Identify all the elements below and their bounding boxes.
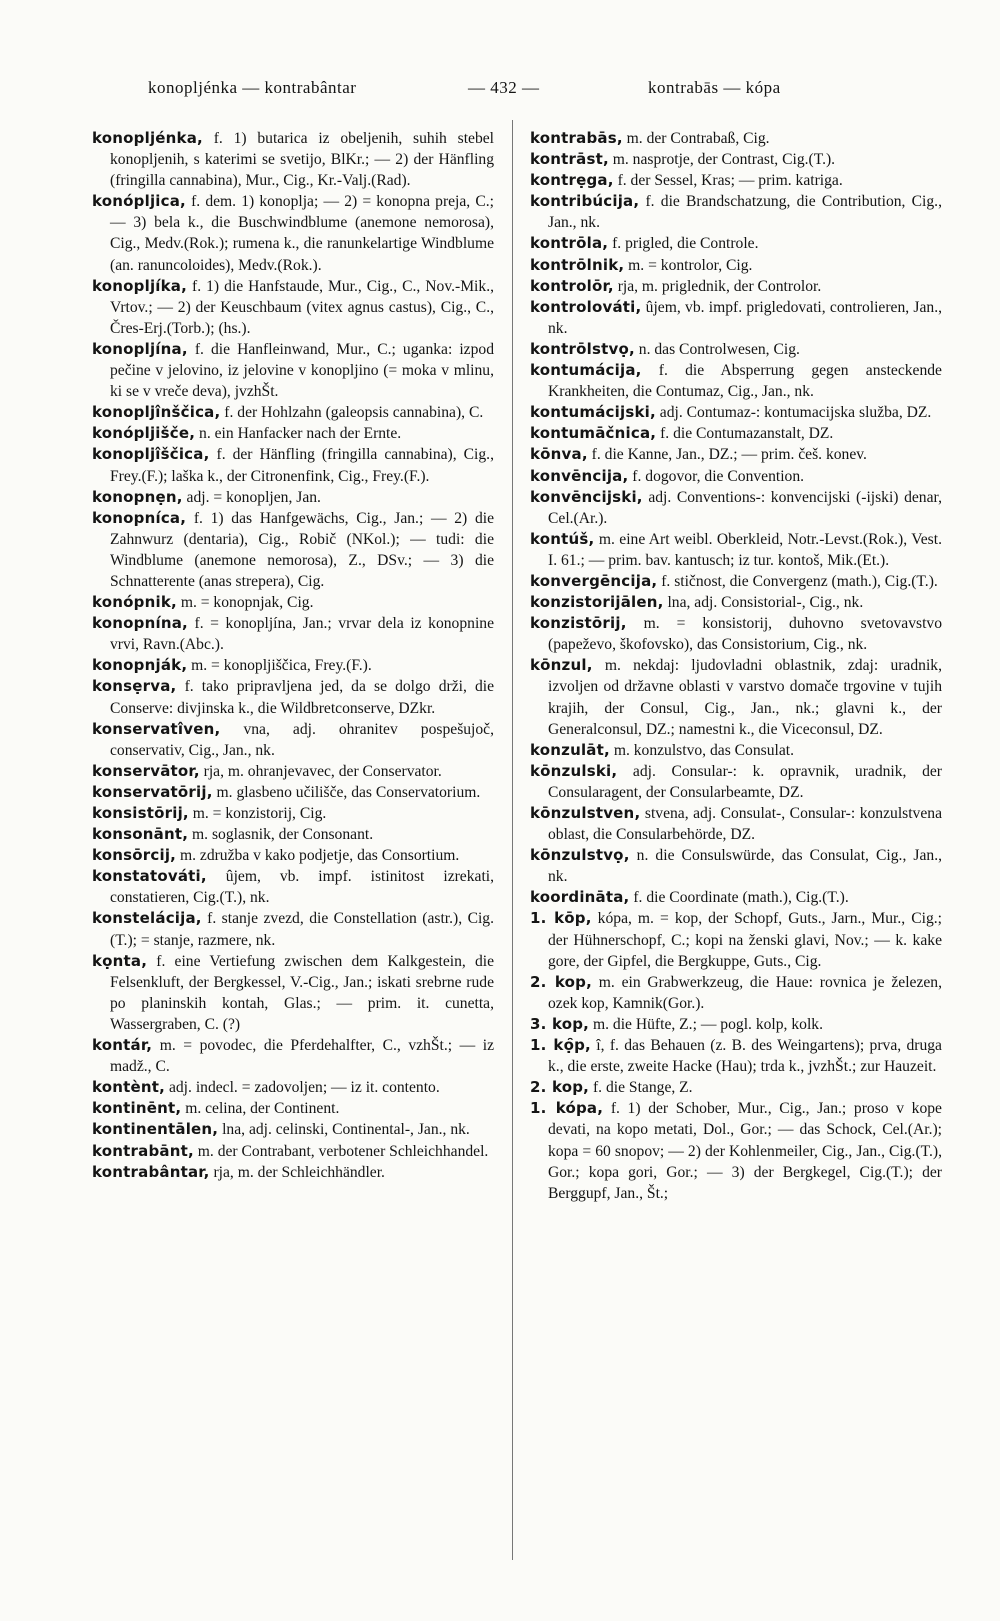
- dictionary-entry: [530, 908, 942, 971]
- left-column: [92, 128, 494, 1568]
- entry-definition: m. = povodec, die Pferdehalfter, C., vzhŠt.; — iz madž., C.: [110, 1037, 494, 1076]
- dictionary-entry: [92, 1098, 494, 1119]
- entry-definition: rja, m. der Schleichhändler.: [213, 1163, 385, 1181]
- dictionary-entry: [530, 170, 942, 191]
- entry-headword: 1. kōp,: [530, 909, 592, 928]
- dictionary-entry: [530, 1035, 942, 1077]
- entry-definition: lna, adj. Consistorial-, Cig., nk.: [667, 594, 864, 612]
- entry-definition: rja, m. ohranjevavec, der Conservator.: [203, 762, 442, 780]
- entry-headword: kontribúcija,: [530, 192, 640, 211]
- dictionary-entry: [530, 423, 942, 444]
- entry-headword: konstatováti,: [92, 867, 207, 886]
- page-header: [0, 78, 1000, 114]
- entry-headword: konópljišče,: [92, 424, 196, 443]
- entry-headword: kontrōla,: [530, 234, 609, 253]
- dictionary-entry: [92, 803, 494, 824]
- entry-definition: m. ein Grabwerkzeug, die Haue: rovnica je železen, ozek kop, Kamnik(Gor.).: [548, 973, 942, 1012]
- entry-definition: f. die Kanne, Jan., DZ.; — prim. češ. konev.: [591, 446, 867, 464]
- entry-headword: 1. kópa,: [530, 1099, 604, 1118]
- dictionary-entry: [92, 402, 494, 423]
- entry-headword: konservatōrij,: [92, 782, 213, 801]
- entry-definition: m. soglasnik, der Consonant.: [192, 826, 374, 844]
- entry-headword: konvēncija,: [530, 466, 629, 485]
- dictionary-entry: [530, 1098, 942, 1203]
- entry-definition: m. = kontrolor, Cig.: [628, 256, 753, 274]
- entry-definition: f. die Brandschatzung, die Contribution, Cig., Jan., nk.: [548, 193, 942, 232]
- entry-definition: f. stanje zvezd, die Constellation (astr.), Cig.(T.); = stanje, razmere, nk.: [110, 910, 494, 949]
- entry-definition: f. 1) butarica iz obeljenih, suhih stebel konopljenih, s katerimi se svetijo, BlKr.; — 2) der Hänfling (fringilla cannabina), Mur., Cig., Kr.-Valj.(Rad).: [110, 130, 494, 190]
- entry-headword: kontinentālen,: [92, 1120, 219, 1139]
- entry-definition: f. stičnost, die Convergenz (math.), Cig.(T.).: [661, 572, 938, 590]
- header-right-guide-words: kontrabās — kópa: [648, 78, 781, 97]
- entry-definition: f. 1) das Hanfgewächs, Cig., Jan.; — 2) die Zahnwurz (dentaria), Cig., Robič (NKol.); — tudi: die Windblume (anemone nemorosa), Z., DSv.; — 3) die Schnatterente (anas strepera), Cig.: [110, 509, 494, 590]
- dictionary-entry: [92, 655, 494, 676]
- dictionary-entry: [92, 191, 494, 275]
- entry-definition: m. celina, der Continent.: [185, 1100, 340, 1118]
- page-number: — 432 —: [468, 78, 540, 97]
- dictionary-entry: [530, 529, 942, 571]
- dictionary-entry: [92, 508, 494, 592]
- dictionary-entry: [530, 360, 942, 402]
- dictionary-entry: [530, 297, 942, 339]
- entry-definition: lna, adj. celinski, Continental-, Jan., nk.: [222, 1121, 470, 1139]
- entry-headword: kontrāst,: [530, 150, 609, 169]
- entry-definition: m. eine Art weibl. Oberkleid, Notr.-Levst.(Rok.), Vest. I. 61.; — prim. bav. kantusch; iz tur. kontoš, Mik.(Et.).: [548, 530, 942, 569]
- entry-definition: f. 1) die Hanfstaude, Mur., Cig., C., Nov.-Mik., Vrtov.; — 2) der Keuschbaum (vitex agnus castus), Cig., C., Čres-Erj.(Torb.); (hs.).: [110, 277, 494, 337]
- entry-definition: n. das Controlwesen, Cig.: [638, 340, 800, 358]
- dictionary-entry: [530, 276, 942, 297]
- entry-definition: m. nekdaj: ljudovladni oblastnik, zdaj: uradnik, izvoljen od državne oblasti v varstvo domače trgovine v tujih krajih, der Consul, Cig., Jan., nk.; glavni k., der Generalconsul, DZ.; namestni k., die Viceconsul, DZ.: [548, 657, 942, 738]
- dictionary-entry: [92, 613, 494, 655]
- entry-definition: f. der Hänfling (fringilla cannabina), Cig., Frey.(F.); laška k., der Citronenfink, Cig., Frey.(F.).: [110, 446, 494, 485]
- entry-definition: f. die Contumazanstalt, DZ.: [660, 425, 834, 443]
- dictionary-entry: [530, 1077, 942, 1098]
- entry-headword: kontumāčnica,: [530, 424, 657, 443]
- dictionary-entry: [92, 824, 494, 845]
- entry-headword: konópljica,: [92, 192, 186, 211]
- entry-definition: m. die Hüfte, Z.; — pogl. kolp, kolk.: [592, 1015, 823, 1033]
- entry-definition: adj. Consular-: k. opravnik, uradnik, der Consularagent, der Consularbeamte, DZ.: [548, 762, 942, 801]
- entry-definition: m. der Contrabant, verbotener Schleichhandel.: [197, 1142, 489, 1160]
- dictionary-entry: [530, 233, 942, 254]
- entry-headword: konopljîščica,: [92, 445, 210, 464]
- entry-definition: stvena, adj. Consulat-, Consular-: konzulstvena oblast, die Consularbehörde, DZ.: [548, 805, 942, 844]
- entry-headword: kōnzul,: [530, 656, 593, 675]
- column-divider: [512, 120, 513, 1560]
- entry-headword: kontár,: [92, 1036, 153, 1055]
- entry-headword: kontinēnt,: [92, 1099, 182, 1118]
- entry-definition: adj. Contumaz-: kontumacijska služba, DZ.: [659, 404, 932, 422]
- dictionary-entry: [530, 845, 942, 887]
- entry-definition: f. die Coordinate (math.), Cig.(T.).: [633, 889, 849, 907]
- entry-headword: kontrabānt,: [92, 1141, 194, 1160]
- entry-definition: m. = konsistorij, duhovno svetovavstvo (papeževo, škofovsko), das Consistorium, Cig., nk.: [548, 615, 942, 654]
- dictionary-entry: [92, 676, 494, 718]
- dictionary-entry: [92, 1141, 494, 1162]
- entry-definition: kópa, m. = kop, der Schopf, Guts., Jarn., Mur., Cig.; der Hühnerschopf, C.; kopi na ženski glavi, Nov.; — k. kake gore, der Gipfel, die Bergkuppe, Guts., Cig.: [548, 910, 942, 970]
- entry-definition: f. die Absperrung gegen ansteckende Krankheiten, die Contumaz, Cig., Jan., nk.: [548, 362, 942, 401]
- entry-definition: adj. Conventions-: konvencijski (-ijski) denar, Cel.(Ar.).: [548, 488, 942, 527]
- entry-headword: kontrolováti,: [530, 297, 642, 316]
- dictionary-entry: [92, 908, 494, 950]
- dictionary-entry: [530, 972, 942, 1014]
- dictionary-entry: [92, 719, 494, 761]
- entry-headword: kōnva,: [530, 445, 588, 464]
- dictionary-entry: [92, 339, 494, 402]
- entry-definition: î, f. das Behauen (z. B. des Weingartens); prva, druga k., die erste, zweite Hacke (Hau); trda k., jvzhŠt.; zur Hauzeit.: [548, 1037, 942, 1076]
- entry-definition: f. der Sessel, Kras; — prim. katriga.: [617, 172, 843, 190]
- entry-headword: 2. kop,: [530, 1078, 590, 1097]
- dictionary-entry: [530, 761, 942, 803]
- dictionary-entry: [530, 402, 942, 423]
- entry-headword: konopljénka,: [92, 129, 203, 147]
- entry-headword: 2. kop,: [530, 972, 592, 991]
- entry-definition: m. = konopnjak, Cig.: [180, 594, 314, 612]
- dictionary-entry: [92, 866, 494, 908]
- dictionary-entry: [530, 887, 942, 908]
- dictionary-entry: [530, 803, 942, 845]
- entry-definition: n. die Consulswürde, das Consulat, Cig., Jan., nk.: [548, 847, 942, 886]
- entry-definition: m. konzulstvo, das Consulat.: [613, 741, 795, 759]
- entry-headword: konopnẹn,: [92, 487, 183, 506]
- entry-headword: konópnik,: [92, 593, 177, 612]
- dictionary-entry: [530, 149, 942, 170]
- dictionary-entry: [92, 845, 494, 866]
- entry-headword: kọnta,: [92, 951, 148, 970]
- dictionary-entry: [530, 466, 942, 487]
- entry-definition: f. dogovor, die Convention.: [632, 467, 805, 485]
- dictionary-entry: [530, 655, 942, 739]
- entry-headword: kōnzulski,: [530, 761, 618, 780]
- entry-headword: 1. kọ̑p,: [530, 1036, 591, 1055]
- entry-headword: konsonānt,: [92, 825, 189, 844]
- entry-headword: konservatîven,: [92, 719, 221, 738]
- dictionary-entry: [92, 1162, 494, 1183]
- entry-definition: f. die Hanfleinwand, Mur., C.; uganka: izpod pečine v jelovino, iz jelovine v konopljino (= moka v mlinu, ki se v vreče deva), jvzhŠt.: [110, 340, 494, 401]
- entry-headword: 3. kop,: [530, 1014, 590, 1033]
- dictionary-entry: [92, 782, 494, 803]
- entry-definition: f. eine Vertiefung zwischen dem Kalkgestein, die Felsenkluft, der Bergkessel, V.-Cig., Jan.; iskati srebrne rude po planinskih kontah, Glas.; — prim. it. cunetta, Wassergraben, C. (?): [110, 952, 494, 1033]
- entry-definition: adj. indecl. = zadovoljen; — iz it. contento.: [168, 1079, 440, 1097]
- dictionary-entry: [530, 613, 942, 655]
- dictionary-entry: [92, 444, 494, 486]
- entry-headword: konopljína,: [92, 339, 188, 358]
- entry-definition: m. = konopljiščica, Frey.(F.).: [191, 657, 372, 675]
- dictionary-entry: [530, 191, 942, 233]
- entry-definition: m. nasprotje, der Contrast, Cig.(T.).: [612, 151, 836, 169]
- entry-headword: konzistōrij,: [530, 614, 627, 633]
- dictionary-entry: [530, 571, 942, 592]
- entry-definition: m. der Contrabaß, Cig.: [626, 130, 770, 147]
- dictionary-entry: [92, 1077, 494, 1098]
- dictionary-entry: [530, 128, 942, 149]
- entry-headword: kontrōlnik,: [530, 255, 625, 274]
- entry-headword: konsōrcij,: [92, 846, 177, 865]
- entry-definition: ûjem, vb. impf. istinitost izrekati, constatieren, Cig.(T.), nk.: [110, 868, 494, 907]
- entry-definition: f. prigled, die Controle.: [612, 235, 759, 253]
- entry-definition: f. = konopljína, Jan.; vrvar dela iz konopnine vrvi, Ravn.(Abc.).: [110, 615, 494, 654]
- entry-headword: konopljînščica,: [92, 403, 221, 422]
- entry-headword: kōnzulstven,: [530, 804, 641, 822]
- entry-headword: konopnják,: [92, 656, 188, 675]
- dictionary-entry: [530, 444, 942, 465]
- entry-definition: vna, adj. ohranitev pospešujoč, conservativ, Cig., Jan., nk.: [110, 720, 494, 759]
- entry-definition: m. združba v kako podjetje, das Consortium.: [179, 847, 460, 865]
- entry-definition: rja, m. priglednik, der Controlor.: [617, 277, 822, 295]
- entry-headword: konzistorijālen,: [530, 593, 664, 612]
- dictionary-entry: [92, 487, 494, 508]
- entry-headword: kontrolōr,: [530, 276, 614, 295]
- entry-headword: konopnína,: [92, 614, 188, 633]
- entry-headword: kōnzulstvọ,: [530, 846, 630, 865]
- dictionary-entry: [92, 1119, 494, 1140]
- dictionary-entry: [92, 276, 494, 339]
- entry-headword: kontrabās,: [530, 129, 623, 147]
- header-left-guide-words: konopljénka — kontrabântar: [148, 78, 357, 97]
- entry-headword: kontrōlstvọ,: [530, 339, 635, 358]
- entry-definition: f. die Stange, Z.: [592, 1079, 693, 1097]
- dictionary-entry: [530, 339, 942, 360]
- entry-headword: kontúš,: [530, 529, 595, 548]
- dictionary-entry: [92, 423, 494, 444]
- entry-headword: konopljíka,: [92, 276, 188, 295]
- entry-headword: kontumácijski,: [530, 403, 656, 422]
- dictionary-entry: [530, 592, 942, 613]
- entry-headword: koordināta,: [530, 888, 630, 907]
- dictionary-entry: [92, 128, 494, 191]
- entry-headword: konvergēncija,: [530, 571, 658, 590]
- entry-definition: m. = konzistorij, Cig.: [192, 805, 327, 822]
- entry-headword: konservātor,: [92, 761, 200, 780]
- dictionary-entry: [92, 951, 494, 1035]
- entry-definition: f. dem. 1) konoplja; — 2) = konopna preja, C.; — 3) bela k., die Buschwindblume (anemone nemorosa), Cig., Medv.(Rok.); rumena k., die ranunkelartige Windblume (an. ranuncoloides), Medv.(Rok.).: [110, 193, 494, 274]
- right-column: [530, 128, 942, 1568]
- dictionary-entry: [530, 740, 942, 761]
- entry-headword: konopníca,: [92, 508, 187, 527]
- entry-definition: ûjem, vb. impf. prigledovati, controlieren, Jan., nk.: [548, 298, 942, 337]
- dictionary-entry: [92, 592, 494, 613]
- entry-definition: f. tako pripravljena jed, da se dolgo drži, die Conserve: divjinska k., die Wildbretconserve, DZkr.: [110, 678, 494, 717]
- entry-definition: m. glasbeno učilišče, das Conservatorium.: [216, 783, 481, 801]
- entry-headword: konstelácija,: [92, 909, 202, 928]
- dictionary-entry: [530, 255, 942, 276]
- entry-headword: konsistōrij,: [92, 804, 189, 822]
- entry-headword: kontrẹga,: [530, 171, 614, 190]
- entry-headword: kontènt,: [92, 1078, 166, 1097]
- entry-headword: kontrabântar,: [92, 1162, 210, 1181]
- entry-headword: konvēncijski,: [530, 487, 643, 506]
- dictionary-entry: [92, 761, 494, 782]
- dictionary-entry: [530, 487, 942, 529]
- entry-headword: konsẹrva,: [92, 677, 177, 696]
- entry-definition: f. 1) der Schober, Mur., Cig., Jan.; proso v kope devati, na kopo metati, Dol., Gor.; — das Schock, Cel.(Ar.); kopa = 60 snopov; — 2) der Kohlenmeiler, Cig., Jan., Cig.(T.), Gor.; kopa gori, Gor.; — 3) der Bergkegel, Cig.(T.); der Berggupf, Jan., Št.;: [548, 1100, 942, 1202]
- dictionary-entry: [92, 1035, 494, 1077]
- entry-definition: f. der Hohlzahn (galeopsis cannabina), C.: [224, 404, 484, 422]
- entry-headword: kontumácija,: [530, 361, 642, 380]
- entry-definition: n. ein Hanfacker nach der Ernte.: [199, 425, 402, 443]
- entry-headword: konzulāt,: [530, 740, 610, 759]
- dictionary-entry: [530, 1014, 942, 1035]
- entry-definition: adj. = konopljen, Jan.: [186, 488, 321, 506]
